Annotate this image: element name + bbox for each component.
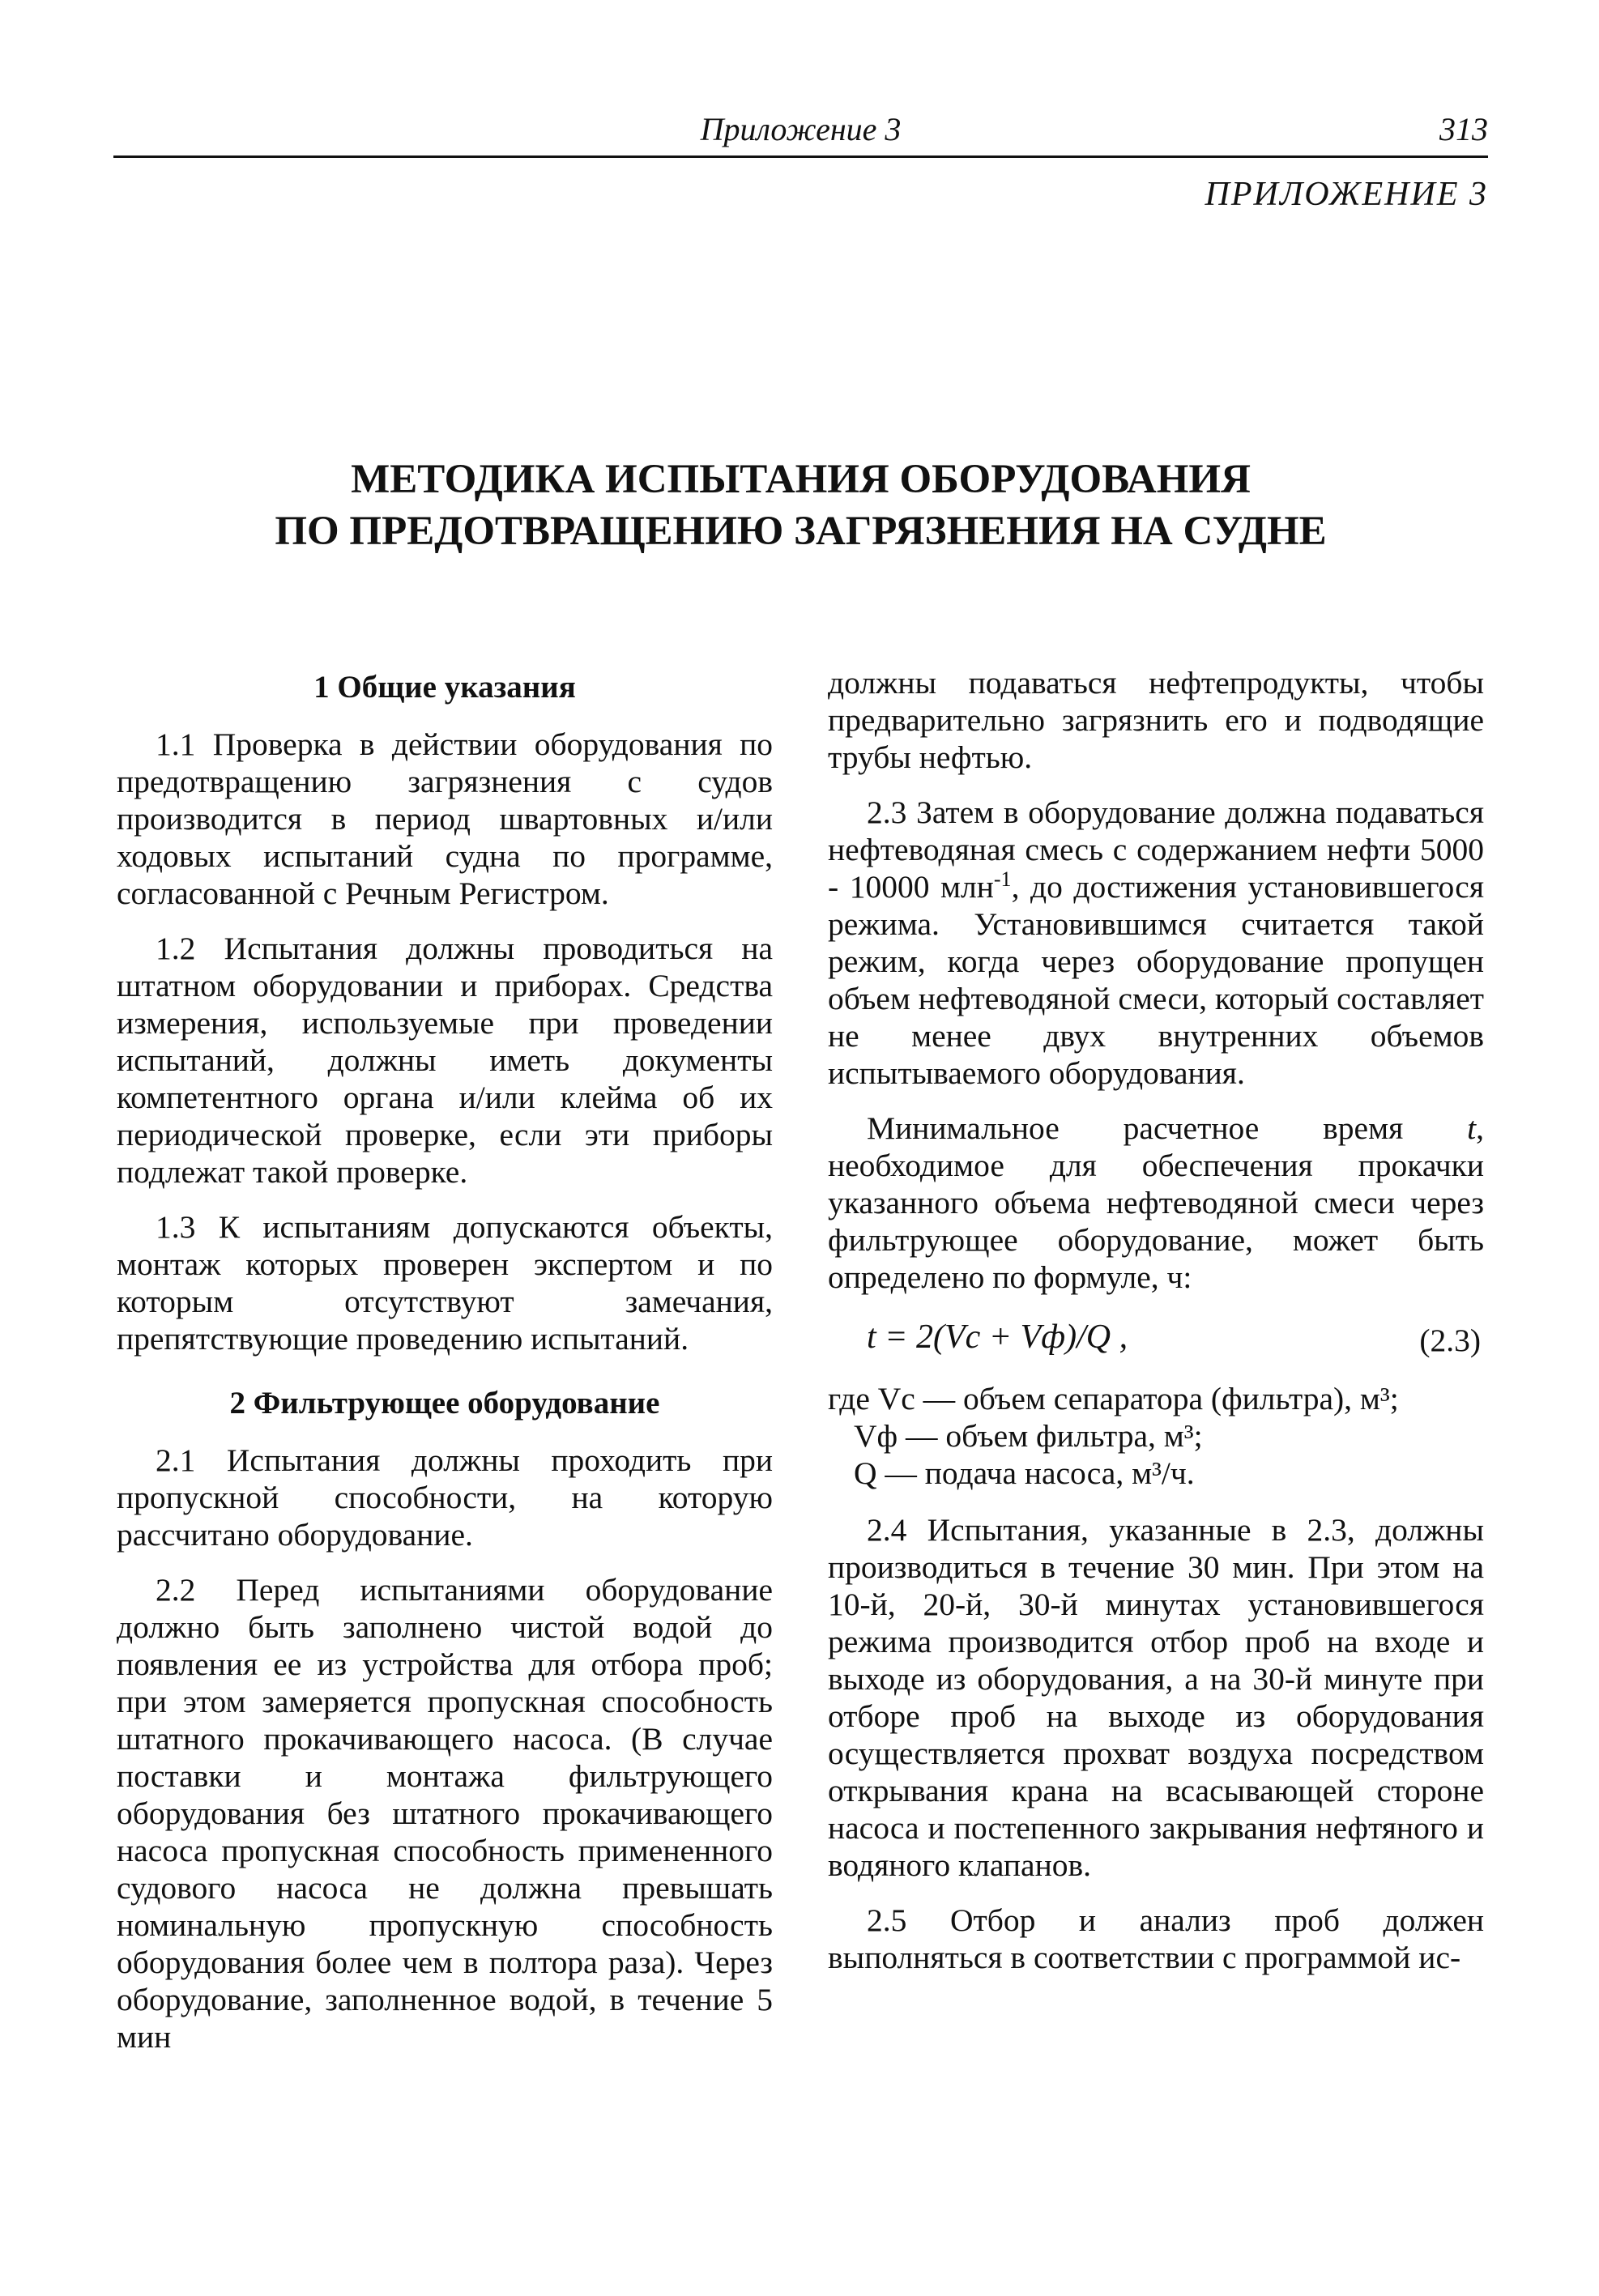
clause-text-a: Затем в оборудование должна подаваться нефтеводяная смесь с содержанием нефти 5000 - 10000 млн (828, 794, 1484, 905)
clause-number: 1.2 (156, 931, 196, 966)
formula-intro (828, 1110, 1484, 1296)
appendix-label: ПРИЛОЖЕНИЕ 3 (1205, 176, 1488, 213)
clause-text-b: , до достижения установившегося режима. Установившимся считается такой режим, когда через оборудование пропущен объем нефтеводяной смеси, который составляет не менее двух внутренних объемов испытываемого оборудования. (828, 869, 1484, 1091)
left-column (117, 664, 773, 2073)
formula-expression: t = 2(Vс + Vф)/Q , (867, 1318, 1128, 1356)
clause-text: Испытания должны проводиться на штатном оборудовании и приборах. Средства измерения, используемые при проведении испытаний, должны иметь документы компетентного органа и/или клейма об их периодической проверке, если эти приборы подлежат такой проверке. (117, 931, 774, 1190)
clause-number: 1.1 (156, 726, 196, 762)
variable-t: t (1467, 1110, 1477, 1146)
clause-number: 2.2 (156, 1572, 196, 1608)
superscript: -1 (993, 867, 1012, 891)
formula-2-3 (828, 1314, 1484, 1369)
intro-text-a: Минимальное расчетное время (867, 1110, 1468, 1146)
running-title: Приложение 3 (700, 111, 902, 147)
clause-text: Испытания, указанные в 2.3, должны производиться в течение 30 мин. При этом на 10-й, 20-й, 30-й минутах установившегося режима производится отбор проб на входе и выходе из оборудования, а на 30-й минуте при отборе проб на выходе из оборудования осуществляется прохват воздуха посредством открывания крана на всасывающей стороне насоса и постепенного закрывания нефтяного и водяного клапанов. (828, 1512, 1484, 1883)
page-number: 313 (1439, 111, 1488, 147)
legend-line-vc: где Vс — объем сепаратора (фильтра), м³; (828, 1381, 1399, 1416)
clause-2-5 (828, 1902, 1484, 1976)
clause-2-4 (828, 1511, 1484, 1884)
title-line-1: МЕТОДИКА ИСПЫТАНИЯ ОБОРУДОВАНИЯ (351, 457, 1251, 502)
title-line-2: ПО ПРЕДОТВРАЩЕНИЮ ЗАГРЯЗНЕНИЯ НА СУДНЕ (275, 509, 1327, 554)
clause-number: 2.5 (867, 1902, 907, 1938)
legend-line-vf: Vф — объем фильтра, м³; (854, 1418, 1203, 1454)
document-title (113, 454, 1488, 557)
intro-text-b: , необходимое для обеспечения прокачки указанного объема нефтеводяной смеси через фильтрующее оборудование, может быть определено по формуле, ч: (828, 1110, 1484, 1295)
clause-2-2 (117, 1571, 773, 2055)
formula-number: (2.3) (1419, 1323, 1481, 1358)
formula-legend (828, 1380, 1484, 1492)
clause-2-1 (117, 1442, 773, 1553)
right-column (828, 664, 1484, 1994)
clause-text: Отбор и анализ проб должен выполняться в соответствии с программой ис- (828, 1902, 1484, 1975)
clause-number: 2.4 (867, 1512, 907, 1548)
running-header (113, 110, 1488, 158)
clause-1-3 (117, 1208, 773, 1357)
legend-line-q: Q — подача насоса, м³/ч. (854, 1455, 1195, 1491)
clause-text: Испытания должны проходить при пропускной способности, на которую рассчитано оборудование. (117, 1442, 773, 1553)
clause-2-3 (828, 794, 1484, 1092)
clause-text: К испытаниям допускаются объекты, монтаж которых проверен экспертом и по которым отсутствуют замечания, препятствующие проведению испытаний. (117, 1209, 774, 1357)
clause-number: 1.3 (156, 1209, 196, 1245)
clause-number: 2.3 (867, 794, 907, 830)
section-2-heading: 2 Фильтрующее оборудование (229, 1386, 660, 1421)
clause-text: Проверка в действии оборудования по предотвращению загрязнения с судов производится в период швартовных и/или ходовых испытаний судна по программе, согласованной с Речным Регистром. (117, 726, 773, 911)
clause-number: 2.1 (156, 1442, 196, 1478)
clause-1-1 (117, 726, 773, 912)
clause-text: Перед испытаниями оборудование должно быть заполнено чистой водой до появления ее из устройства для отбора проб; при этом замеряется пропускная способность штатного прокачивающего насоса. (В случае поставки и монтажа фильтрующего оборудования без штатного прокачивающего насоса пропускная способность примененного судового насоса не должна превышать номинальную пропускную способность оборудования более чем в полтора раза). Через оборудование, заполненное водой, в течение 5 мин (117, 1572, 773, 2055)
clause-1-2 (117, 930, 773, 1191)
section-1-heading: 1 Общие указания (313, 670, 576, 705)
clause-2-2-continued: должны подаваться нефтепродукты, чтобы предварительно загрязнить его и подводящие трубы нефтью. (828, 665, 1484, 775)
